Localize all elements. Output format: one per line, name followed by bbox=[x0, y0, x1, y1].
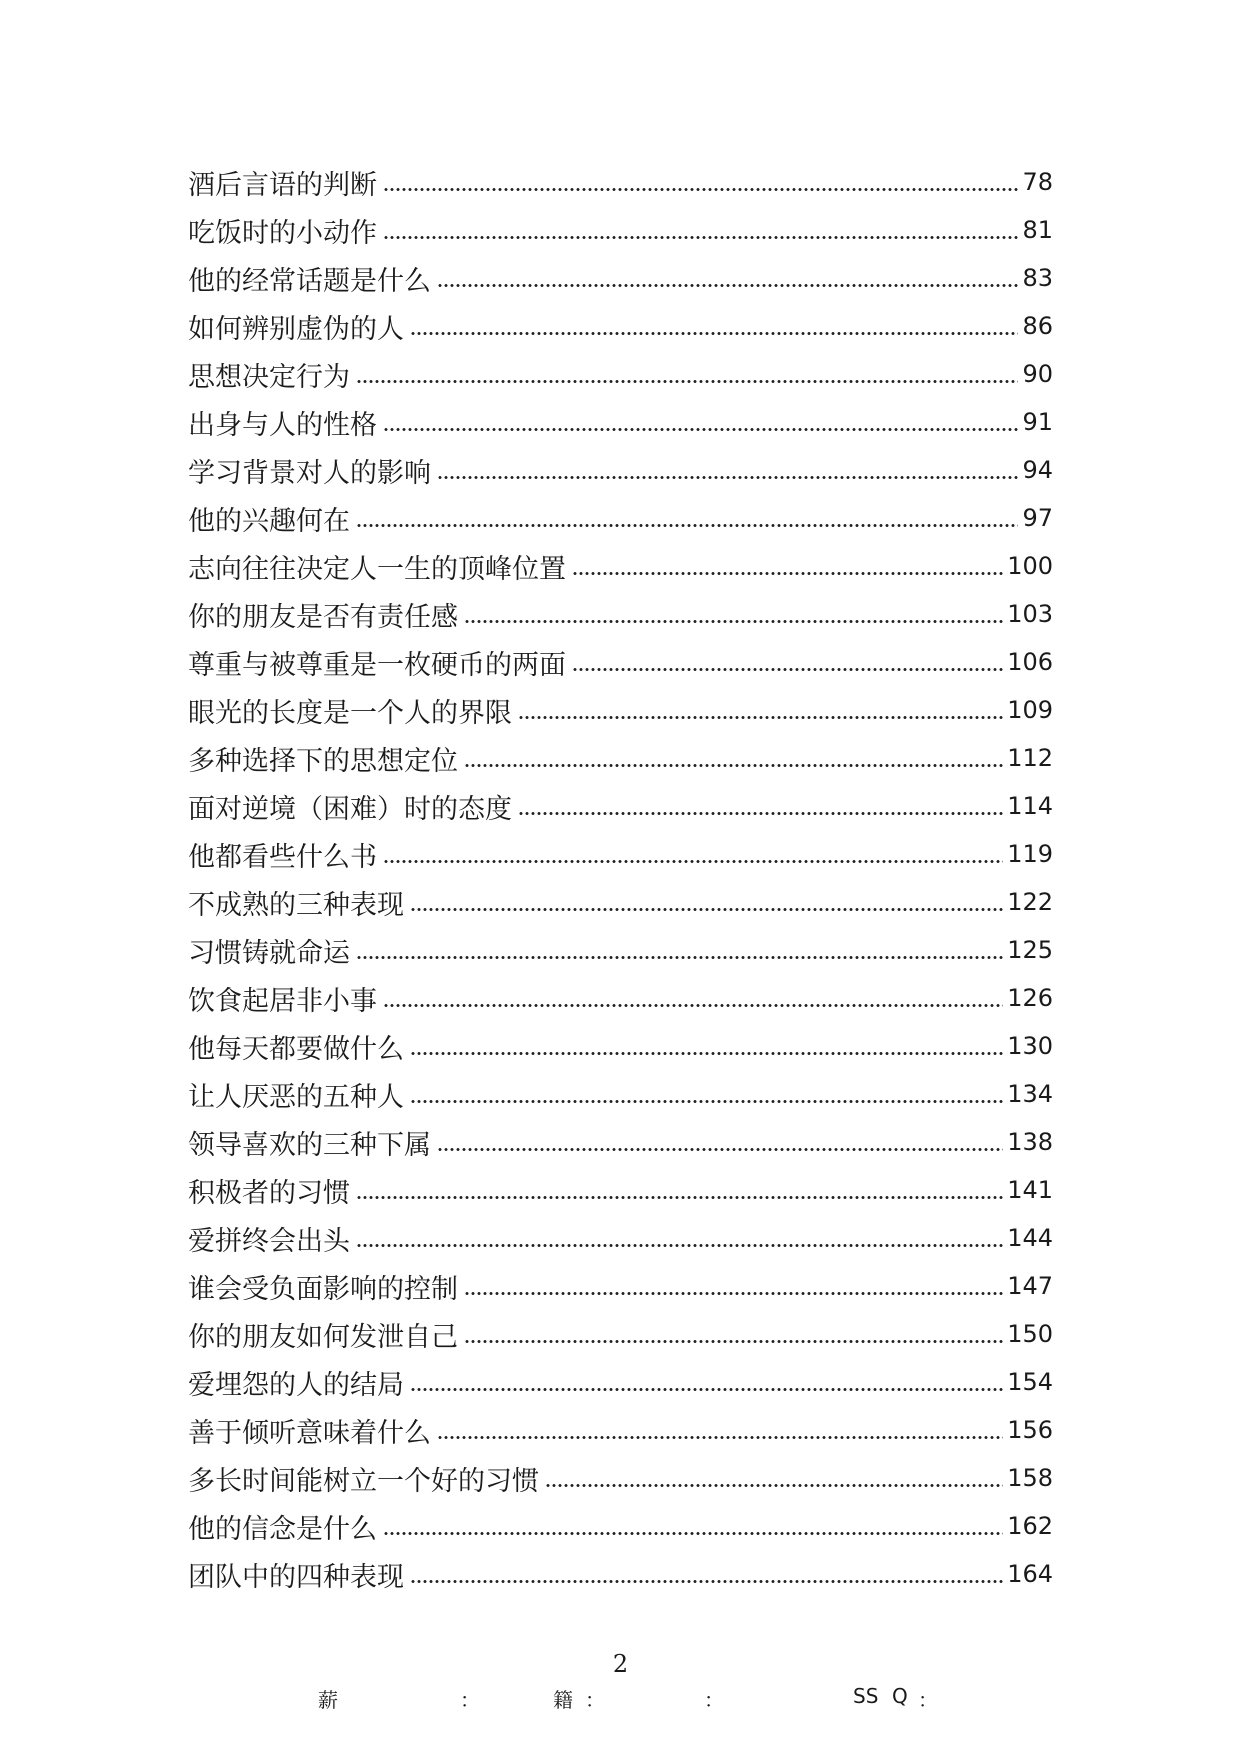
toc-entry[interactable] bbox=[188, 1454, 1053, 1502]
toc-entry-page: 109 bbox=[1007, 696, 1053, 724]
dot-leader bbox=[383, 860, 1003, 863]
toc-entry-title: 爱拼终会出头 bbox=[188, 1225, 350, 1257]
dot-leader bbox=[545, 1484, 1003, 1487]
dot-leader bbox=[383, 1532, 1003, 1535]
toc-entry[interactable] bbox=[188, 1310, 1053, 1358]
toc-entry-page: 162 bbox=[1007, 1512, 1053, 1540]
toc-entry-page: 126 bbox=[1007, 984, 1053, 1012]
toc-entry[interactable] bbox=[188, 446, 1053, 494]
dot-leader bbox=[572, 572, 1003, 575]
toc-entry[interactable] bbox=[188, 734, 1053, 782]
toc-entry-title: 他的兴趣何在 bbox=[188, 505, 350, 537]
toc-entry[interactable] bbox=[188, 494, 1053, 542]
toc-entry[interactable] bbox=[188, 350, 1053, 398]
footer-char: 薪 bbox=[318, 1688, 338, 1712]
toc-entry-title: 善于倾听意味着什么 bbox=[188, 1417, 431, 1449]
toc-entry-page: 90 bbox=[1022, 360, 1053, 388]
dot-leader bbox=[410, 1052, 1003, 1055]
toc-entry[interactable] bbox=[188, 254, 1053, 302]
dot-leader bbox=[356, 380, 1018, 383]
toc-entry-title: 他都看些什么书 bbox=[188, 841, 377, 873]
toc-entry-title: 多种选择下的思想定位 bbox=[188, 745, 458, 777]
dot-leader bbox=[356, 524, 1018, 527]
toc-entry-page: 78 bbox=[1022, 168, 1053, 196]
toc-entry-title: 不成熟的三种表现 bbox=[188, 889, 404, 921]
dot-leader bbox=[356, 956, 1003, 959]
toc-entry-title: 谁会受负面影响的控制 bbox=[188, 1273, 458, 1305]
dot-leader bbox=[464, 764, 1003, 767]
toc-entry[interactable] bbox=[188, 398, 1053, 446]
dot-leader bbox=[437, 284, 1018, 287]
toc-entry[interactable] bbox=[188, 638, 1053, 686]
footer-char: 籍 bbox=[553, 1688, 573, 1712]
toc-entry[interactable] bbox=[188, 1262, 1053, 1310]
toc-entry-title: 你的朋友如何发泄自己 bbox=[188, 1321, 458, 1353]
dot-leader bbox=[410, 1388, 1003, 1391]
toc-entry-title: 面对逆境（困难）时的态度 bbox=[188, 793, 512, 825]
toc-entry-title: 尊重与被尊重是一枚硬币的两面 bbox=[188, 649, 566, 681]
toc-entry-page: 91 bbox=[1022, 408, 1053, 436]
toc-entry-page: 106 bbox=[1007, 648, 1053, 676]
footer-colon: ： bbox=[460, 1688, 480, 1712]
toc-entry-title: 出身与人的性格 bbox=[188, 409, 377, 441]
toc-entry-title: 你的朋友是否有责任感 bbox=[188, 601, 458, 633]
toc-entry-title: 吃饭时的小动作 bbox=[188, 217, 377, 249]
dot-leader bbox=[437, 1436, 1003, 1439]
dot-leader bbox=[410, 1580, 1003, 1583]
toc-entry-page: 97 bbox=[1022, 504, 1053, 532]
toc-entry-page: 94 bbox=[1022, 456, 1053, 484]
toc-entry-title: 领导喜欢的三种下属 bbox=[188, 1129, 431, 1161]
dot-leader bbox=[518, 716, 1003, 719]
toc-entry-title: 爱埋怨的人的结局 bbox=[188, 1369, 404, 1401]
toc-entry[interactable] bbox=[188, 158, 1053, 206]
dot-leader bbox=[464, 1340, 1003, 1343]
toc-entry-title: 饮食起居非小事 bbox=[188, 985, 377, 1017]
dot-leader bbox=[437, 1148, 1003, 1151]
toc-entry-title: 如何辨别虚伪的人 bbox=[188, 313, 404, 345]
toc-entry-title: 积极者的习惯 bbox=[188, 1177, 350, 1209]
toc-entry-title: 思想决定行为 bbox=[188, 361, 350, 393]
footer-text: SS bbox=[853, 1684, 879, 1708]
toc-entry[interactable] bbox=[188, 206, 1053, 254]
dot-leader bbox=[356, 1196, 1003, 1199]
toc-entry[interactable] bbox=[188, 590, 1053, 638]
dot-leader bbox=[437, 476, 1018, 479]
toc-entry[interactable] bbox=[188, 1502, 1053, 1550]
toc-entry[interactable] bbox=[188, 1118, 1053, 1166]
dot-leader bbox=[383, 428, 1018, 431]
dot-leader bbox=[383, 1004, 1003, 1007]
toc-entry-page: 147 bbox=[1007, 1272, 1053, 1300]
footer bbox=[0, 1684, 1241, 1712]
toc-entry-page: 86 bbox=[1022, 312, 1053, 340]
toc-entry[interactable] bbox=[188, 686, 1053, 734]
toc-entry-page: 103 bbox=[1007, 600, 1053, 628]
dot-leader bbox=[410, 1100, 1003, 1103]
toc-entry-page: 150 bbox=[1007, 1320, 1053, 1348]
toc-entry-title: 他的经常话题是什么 bbox=[188, 265, 431, 297]
toc-entry-page: 141 bbox=[1007, 1176, 1053, 1204]
toc-entry[interactable] bbox=[188, 1550, 1053, 1598]
toc-entry[interactable] bbox=[188, 542, 1053, 590]
dot-leader bbox=[410, 332, 1018, 335]
toc-entry[interactable] bbox=[188, 1022, 1053, 1070]
toc-entry[interactable] bbox=[188, 782, 1053, 830]
toc-entry-page: 81 bbox=[1022, 216, 1053, 244]
dot-leader bbox=[464, 1292, 1003, 1295]
footer-colon: ： bbox=[585, 1688, 605, 1712]
toc-entry[interactable] bbox=[188, 1358, 1053, 1406]
toc-entry[interactable] bbox=[188, 878, 1053, 926]
page-number: 2 bbox=[612, 1650, 629, 1678]
toc-entry-page: 154 bbox=[1007, 1368, 1053, 1396]
toc-entry-title: 习惯铸就命运 bbox=[188, 937, 350, 969]
toc-entry[interactable] bbox=[188, 302, 1053, 350]
toc-entry-page: 130 bbox=[1007, 1032, 1053, 1060]
dot-leader bbox=[518, 812, 1003, 815]
toc-entry-page: 122 bbox=[1007, 888, 1053, 916]
toc-entry-title: 志向往往决定人一生的顶峰位置 bbox=[188, 553, 566, 585]
toc-entry-page: 158 bbox=[1007, 1464, 1053, 1492]
toc-entry-title: 他每天都要做什么 bbox=[188, 1033, 404, 1065]
toc-entry-page: 164 bbox=[1007, 1560, 1053, 1588]
toc-entry-title: 眼光的长度是一个人的界限 bbox=[188, 697, 512, 729]
toc-entry-page: 119 bbox=[1007, 840, 1053, 868]
dot-leader bbox=[383, 188, 1018, 191]
dot-leader bbox=[572, 668, 1003, 671]
toc-entry-title: 学习背景对人的影响 bbox=[188, 457, 431, 489]
toc-entry-title: 让人厌恶的五种人 bbox=[188, 1081, 404, 1113]
toc-entry[interactable] bbox=[188, 974, 1053, 1022]
toc-entry-page: 112 bbox=[1007, 744, 1053, 772]
toc-entry-page: 138 bbox=[1007, 1128, 1053, 1156]
toc-entry-page: 125 bbox=[1007, 936, 1053, 964]
footer-text: Q bbox=[892, 1684, 908, 1708]
toc-entry-title: 多长时间能树立一个好的习惯 bbox=[188, 1465, 539, 1497]
toc-entry-page: 134 bbox=[1007, 1080, 1053, 1108]
toc-entry-page: 114 bbox=[1007, 792, 1053, 820]
dot-leader bbox=[410, 908, 1003, 911]
toc-entry[interactable] bbox=[188, 926, 1053, 974]
toc-entry[interactable] bbox=[188, 1070, 1053, 1118]
dot-leader bbox=[383, 236, 1018, 239]
toc-entry-page: 156 bbox=[1007, 1416, 1053, 1444]
toc-entry-page: 144 bbox=[1007, 1224, 1053, 1252]
toc-entry-page: 83 bbox=[1022, 264, 1053, 292]
toc-entry[interactable] bbox=[188, 1406, 1053, 1454]
footer-colon: ： bbox=[918, 1688, 938, 1712]
toc-entry[interactable] bbox=[188, 1166, 1053, 1214]
dot-leader bbox=[356, 1244, 1003, 1247]
footer-colon: ： bbox=[704, 1688, 724, 1712]
toc-entry-page: 100 bbox=[1007, 552, 1053, 580]
toc-entry-title: 酒后言语的判断 bbox=[188, 169, 377, 201]
toc-entry-title: 他的信念是什么 bbox=[188, 1513, 377, 1545]
toc-entry[interactable] bbox=[188, 830, 1053, 878]
toc-entry-title: 团队中的四种表现 bbox=[188, 1561, 404, 1593]
table-of-contents bbox=[188, 158, 1053, 1598]
toc-entry[interactable] bbox=[188, 1214, 1053, 1262]
dot-leader bbox=[464, 620, 1003, 623]
